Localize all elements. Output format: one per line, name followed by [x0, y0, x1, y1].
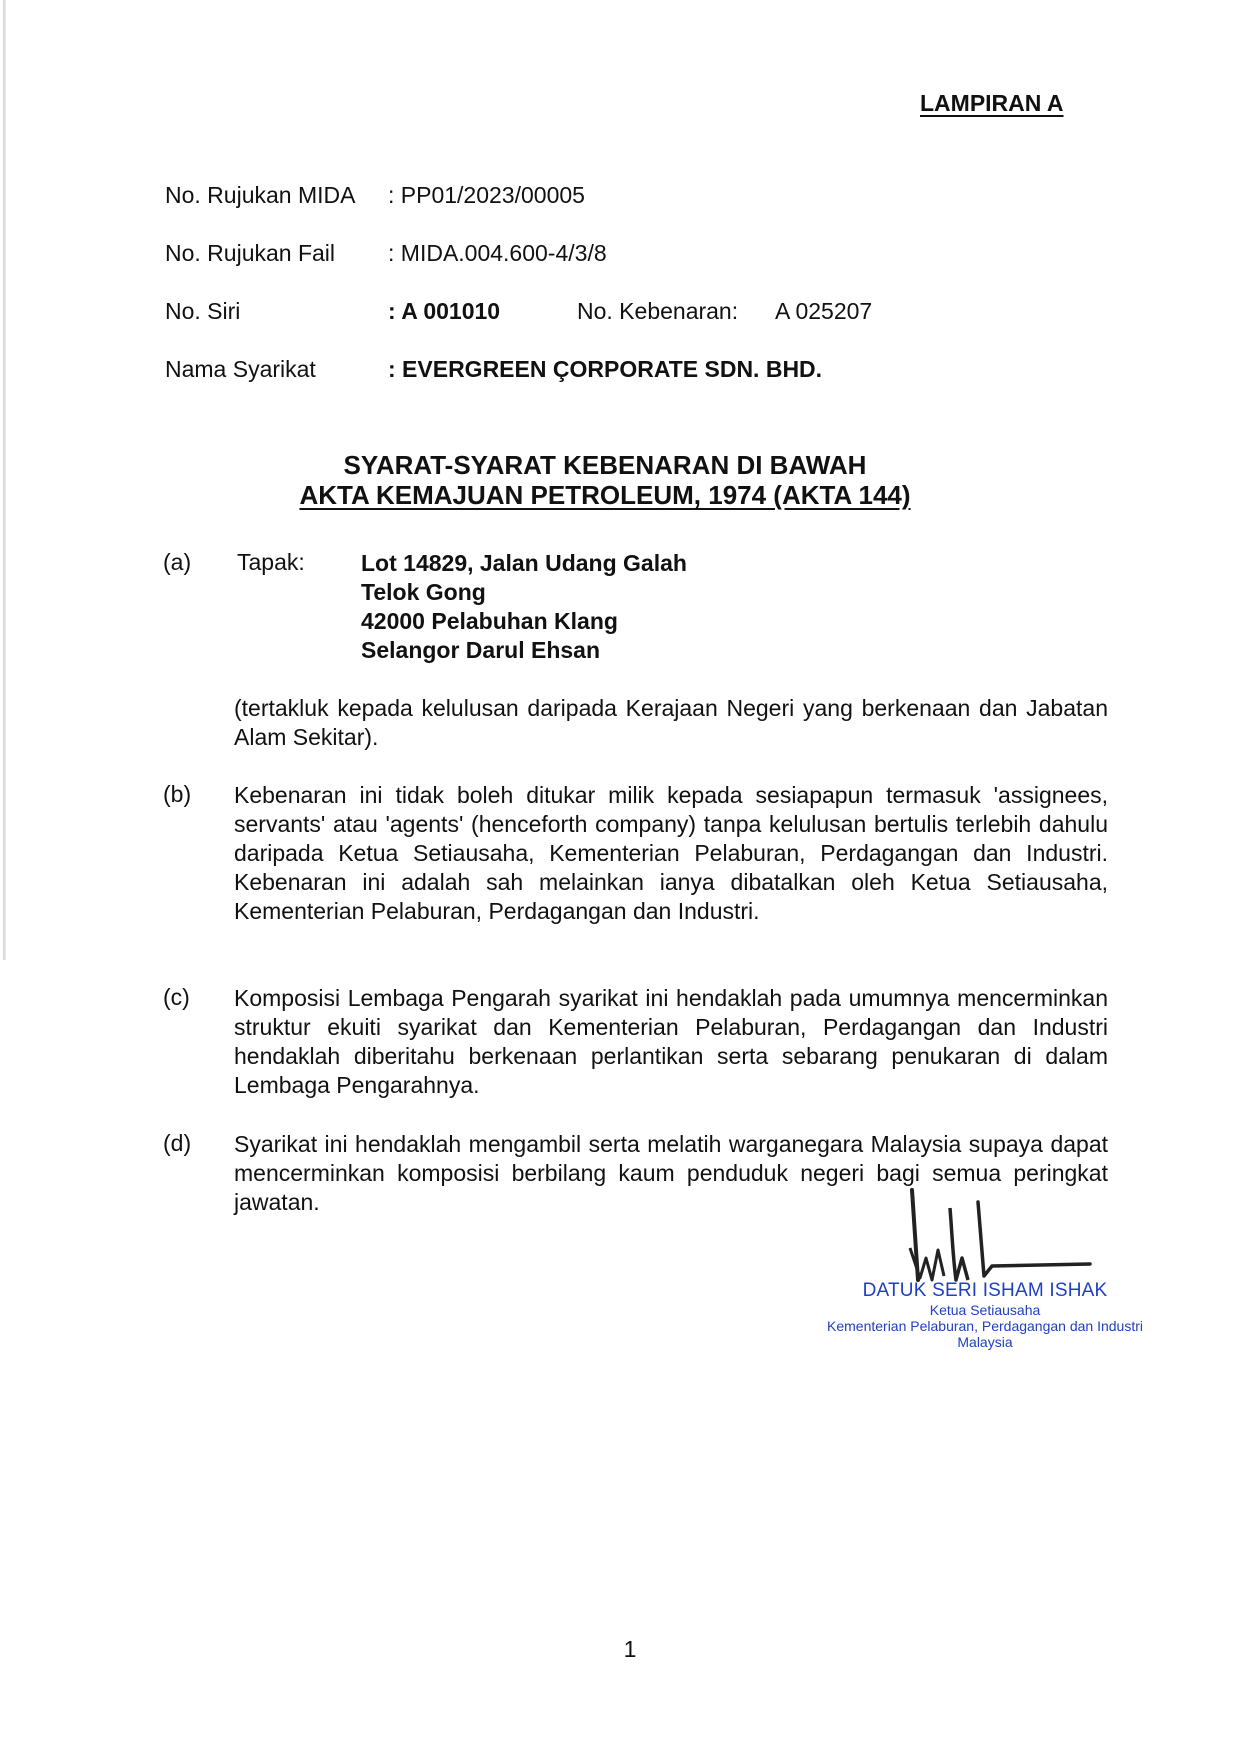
address-line: 42000 Pelabuhan Klang — [361, 608, 618, 634]
item-c-letter: (c) — [163, 984, 190, 1010]
mida-ref-label: No. Rujukan MIDA — [165, 182, 356, 208]
signatory-ministry: Kementerian Pelaburan, Perdagangan dan Industri — [827, 1318, 1143, 1334]
signature-stroke — [950, 1208, 968, 1280]
site-address — [361, 549, 687, 665]
item-a-note: (tertakluk kepada kelulusan daripada Kerajaan Negeri yang berkenaan dan Jabatan Alam Sekitar). — [234, 695, 1108, 750]
item-c-text: Komposisi Lembaga Pengarah syarikat ini hendaklah pada umumnya mencerminkan struktur ekuiti syarikat dan Kementerian Pelaburan, Perdagangan dan Industri hendaklah diberitahu berkenaan perlantikan serta sebarang penukaran di dalam Lembaga Pengarahnya. — [234, 985, 1108, 1098]
file-ref-value: : MIDA.004.600-4/3/8 — [388, 240, 607, 266]
signature-block — [805, 1280, 1165, 1350]
signature-mark — [900, 1188, 1100, 1288]
serial-label: No. Siri — [165, 298, 241, 324]
company-label: Nama Syarikat — [165, 356, 316, 382]
signatory-name: DATUK SERI ISHAM ISHAK — [862, 1280, 1108, 1301]
site-label: Tapak: — [237, 549, 305, 575]
attachment-label: LAMPIRAN A — [920, 90, 1064, 116]
item-b-text: Kebenaran ini tidak boleh ditukar milik kepada sesiapapun termasuk 'assignees, servants' atau 'agents' (henceforth company) tanpa kelulusan bertulis terlebih dahulu daripada Ketua Setiausaha, Kementerian Pelaburan, Perdagangan dan Industri. Kebenaran ini adalah sah melainkan ianya dibatalkan oleh Ketua Setiausaha, Kementerian Pelaburan, Perdagangan dan Industri. — [234, 782, 1108, 924]
signature-stroke — [978, 1202, 1090, 1276]
item-d-text: Syarikat ini hendaklah mengambil serta melatih warganegara Malaysia supaya dapat mencerminkan komposisi berbilang kaum penduduk negeri bagi semua peringkat jawatan. — [234, 1131, 1108, 1215]
page-number: 1 — [623, 1636, 637, 1662]
item-b-letter: (b) — [163, 781, 192, 807]
item-d-letter: (d) — [163, 1130, 192, 1156]
signatory-position: Ketua Setiausaha — [929, 1302, 1041, 1318]
document-title-line2: AKTA KEMAJUAN PETROLEUM, 1974 (AKTA 144) — [299, 480, 911, 510]
permit-value: A 025207 — [775, 298, 873, 324]
address-line: Selangor Darul Ehsan — [361, 637, 601, 663]
signatory-country: Malaysia — [957, 1334, 1013, 1350]
file-ref-label: No. Rujukan Fail — [165, 240, 336, 266]
address-line: Lot 14829, Jalan Udang Galah — [361, 550, 687, 576]
address-line: Telok Gong — [361, 579, 486, 605]
document-title-line1: SYARAT-SYARAT KEBENARAN DI BAWAH — [343, 450, 867, 480]
item-a-letter: (a) — [163, 549, 192, 575]
serial-value: : A 001010 — [388, 298, 501, 324]
permit-label: No. Kebenaran: — [577, 298, 739, 324]
company-value: : EVERGREEN ÇORPORATE SDN. BHD. — [388, 356, 823, 382]
mida-ref-value: : PP01/2023/00005 — [388, 182, 585, 208]
